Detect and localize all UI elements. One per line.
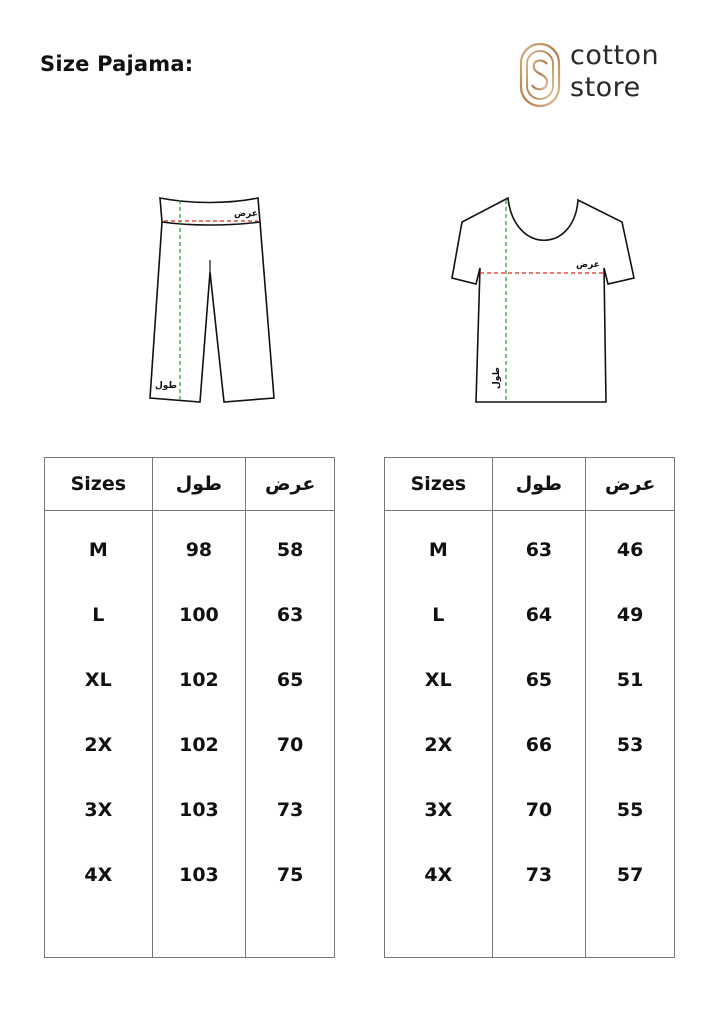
size-cell: XL (84, 668, 112, 691)
width-cell: 55 (586, 777, 675, 842)
size-cell: 4X (424, 863, 453, 886)
shirt-length-label: طول (492, 367, 502, 389)
length-cell: 103 (152, 777, 246, 842)
table-header-row (385, 458, 675, 511)
width-cell: 53 (586, 712, 675, 777)
size-cell: L (92, 603, 105, 626)
table-row (385, 511, 675, 583)
table-row (385, 842, 675, 907)
length-cell: 70 (492, 777, 586, 842)
shirt-width-label: عرض (576, 260, 600, 270)
pants-length-label: طول (155, 381, 177, 391)
brand-name-line1: cotton (570, 40, 660, 71)
table-row (45, 777, 335, 842)
size-cell: 2X (84, 733, 113, 756)
width-cell: 49 (586, 582, 675, 647)
table-row (45, 842, 335, 907)
width-cell: 65 (246, 647, 335, 712)
pants-size-table (44, 457, 335, 958)
width-cell: 63 (246, 582, 335, 647)
size-cell: 4X (84, 863, 113, 886)
length-cell: 63 (492, 511, 586, 583)
width-cell: 58 (246, 511, 335, 583)
cs-monogram-icon (518, 42, 564, 108)
header-sizes: Sizes (385, 458, 493, 511)
table-row (385, 647, 675, 712)
size-cell: 3X (424, 798, 453, 821)
size-cell: M (428, 538, 448, 561)
shirt-size-table (384, 457, 675, 958)
table-row (385, 777, 675, 842)
length-cell: 65 (492, 647, 586, 712)
width-cell: 57 (586, 842, 675, 907)
size-cell: L (432, 603, 445, 626)
length-cell: 100 (152, 582, 246, 647)
table-spacer-row (385, 907, 675, 958)
size-cell: XL (424, 668, 452, 691)
table-row (45, 712, 335, 777)
table-row (45, 647, 335, 712)
width-cell: 70 (246, 712, 335, 777)
length-cell: 102 (152, 647, 246, 712)
length-cell: 103 (152, 842, 246, 907)
header-sizes: Sizes (45, 458, 153, 511)
length-cell: 66 (492, 712, 586, 777)
size-cell: M (88, 538, 108, 561)
header-width: عرض (586, 458, 675, 511)
page-title: Size Pajama: (40, 52, 194, 76)
width-cell: 75 (246, 842, 335, 907)
length-cell: 98 (152, 511, 246, 583)
pants-width-label: عرض (234, 209, 258, 219)
table-row (385, 582, 675, 647)
width-cell: 51 (586, 647, 675, 712)
table-row (45, 511, 335, 583)
table-row (45, 582, 335, 647)
size-cell: 2X (424, 733, 453, 756)
header-width: عرض (246, 458, 335, 511)
brand-name-line2: store (570, 72, 641, 103)
pants-illustration (140, 190, 290, 410)
brand-logo (518, 42, 688, 108)
shirt-illustration (448, 190, 638, 410)
length-cell: 102 (152, 712, 246, 777)
width-cell: 73 (246, 777, 335, 842)
header-length: طول (492, 458, 586, 511)
table-spacer-row (45, 907, 335, 958)
table-header-row (45, 458, 335, 511)
header-length: طول (152, 458, 246, 511)
length-cell: 73 (492, 842, 586, 907)
width-cell: 46 (586, 511, 675, 583)
length-cell: 64 (492, 582, 586, 647)
table-row (385, 712, 675, 777)
size-cell: 3X (84, 798, 113, 821)
